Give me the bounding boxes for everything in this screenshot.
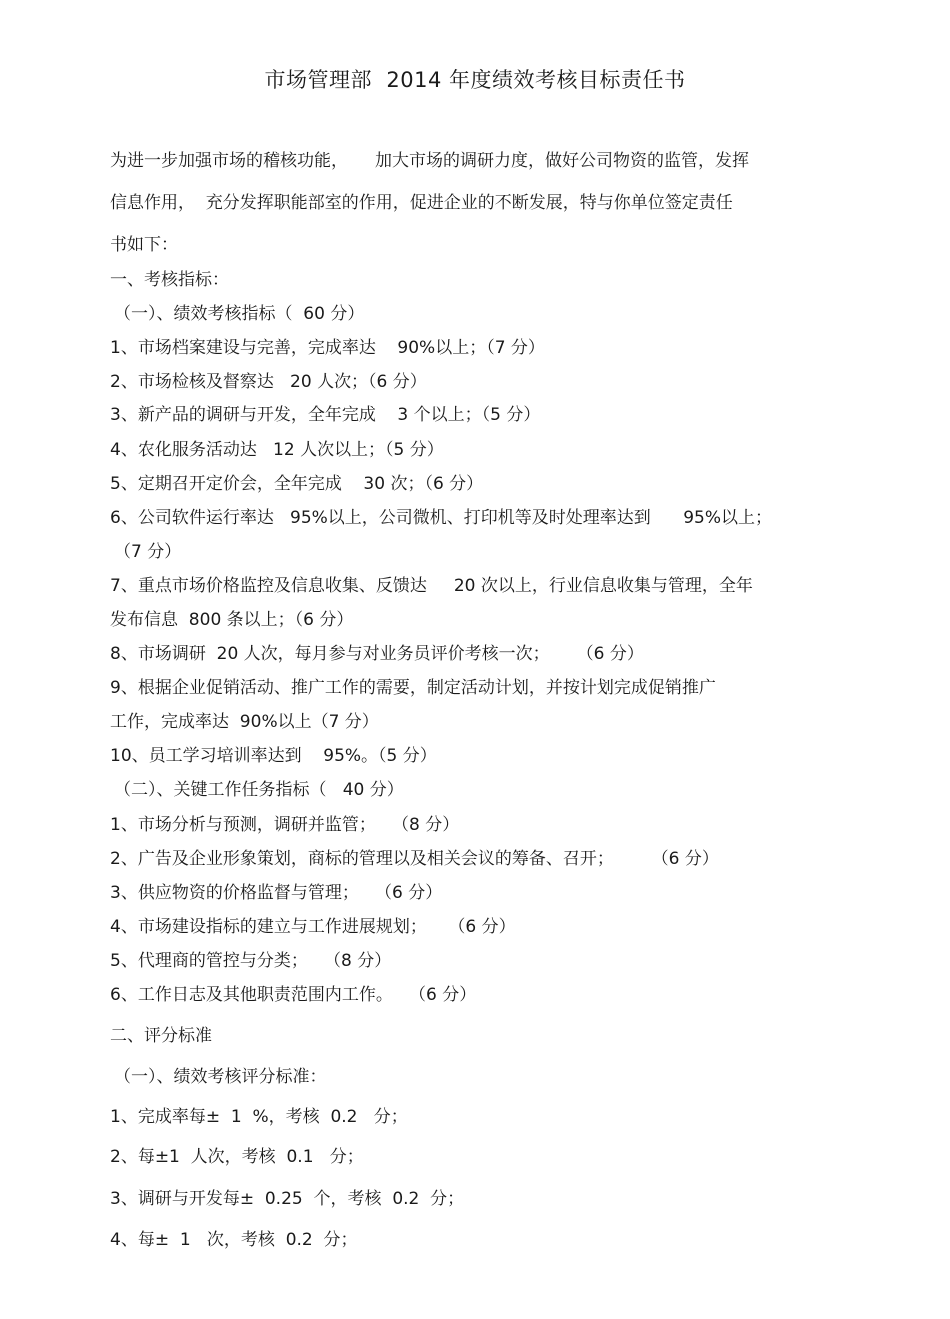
list-item: 5、代理商的管控与分类； （8 分） xyxy=(110,951,392,971)
subsection-heading: （二）、关键工作任务指标（ 40 分） xyxy=(114,780,404,800)
list-item: 2、每±1 人次，考核 0.1 分； xyxy=(110,1147,364,1167)
section-heading: 一、考核指标： xyxy=(110,270,229,290)
list-item: 1、市场分析与预测，调研并监管； （8 分） xyxy=(110,815,460,835)
list-item: 7、重点市场价格监控及信息收集、反馈达 20 次以上，行业信息收集与管理，全年 xyxy=(110,576,753,596)
list-item: 1、完成率每± 1 %，考核 0.2 分； xyxy=(110,1107,408,1127)
list-item: 3、新产品的调研与开发，全年完成 3 个以上；（5 分） xyxy=(110,405,541,425)
list-item: 4、每± 1 次，考核 0.2 分； xyxy=(110,1230,358,1250)
intro-line: 书如下： xyxy=(110,235,178,255)
list-item: 9、根据企业促销活动、推广工作的需要，制定活动计划，并按计划完成促销推广 xyxy=(110,678,716,698)
list-item: 2、市场检核及督察达 20 人次；（6 分） xyxy=(110,372,427,392)
list-item: 6、公司软件运行率达 95%以上，公司微机、打印机等及时处理率达到 95%以上； xyxy=(110,508,773,528)
document-title: 市场管理部 2014 年度绩效考核目标责任书 xyxy=(264,68,686,92)
intro-line: 为进一步加强市场的稽核功能， 加大市场的调研力度，做好公司物资的监管，发挥 xyxy=(110,151,750,171)
list-item: 6、工作日志及其他职责范围内工作。 （6 分） xyxy=(110,985,477,1005)
subsection-heading: （一）、绩效考核指标（ 60 分） xyxy=(114,304,365,324)
list-item: 3、供应物资的价格监督与管理； （6 分） xyxy=(110,883,443,903)
list-item-continuation: （7 分） xyxy=(114,542,182,562)
list-item: 10、员工学习培训率达到 95%。（5 分） xyxy=(110,746,437,766)
list-item: 3、调研与开发每± 0.25 个，考核 0.2 分； xyxy=(110,1189,465,1209)
list-item: 1、市场档案建设与完善，完成率达 90%以上；（7 分） xyxy=(110,338,545,358)
list-item-continuation: 工作，完成率达 90%以上（7 分） xyxy=(110,712,379,732)
section-heading: 二、评分标准 xyxy=(110,1026,212,1046)
subsection-heading: （一）、绩效考核评分标准： xyxy=(114,1067,327,1087)
list-item-continuation: 发布信息 800 条以上；（6 分） xyxy=(110,610,354,630)
intro-line: 信息作用， 充分发挥职能部室的作用，促进企业的不断发展，特与你单位签定责任 xyxy=(110,193,733,213)
list-item: 2、广告及企业形象策划，商标的管理以及相关会议的筹备、召开； （6 分） xyxy=(110,849,719,869)
list-item: 4、市场建设指标的建立与工作进展规划； （6 分） xyxy=(110,917,516,937)
list-item: 8、市场调研 20 人次，每月参与对业务员评价考核一次； （6 分） xyxy=(110,644,644,664)
list-item: 4、农化服务活动达 12 人次以上；（5 分） xyxy=(110,440,444,460)
list-item: 5、定期召开定价会，全年完成 30 次；（6 分） xyxy=(110,474,484,494)
